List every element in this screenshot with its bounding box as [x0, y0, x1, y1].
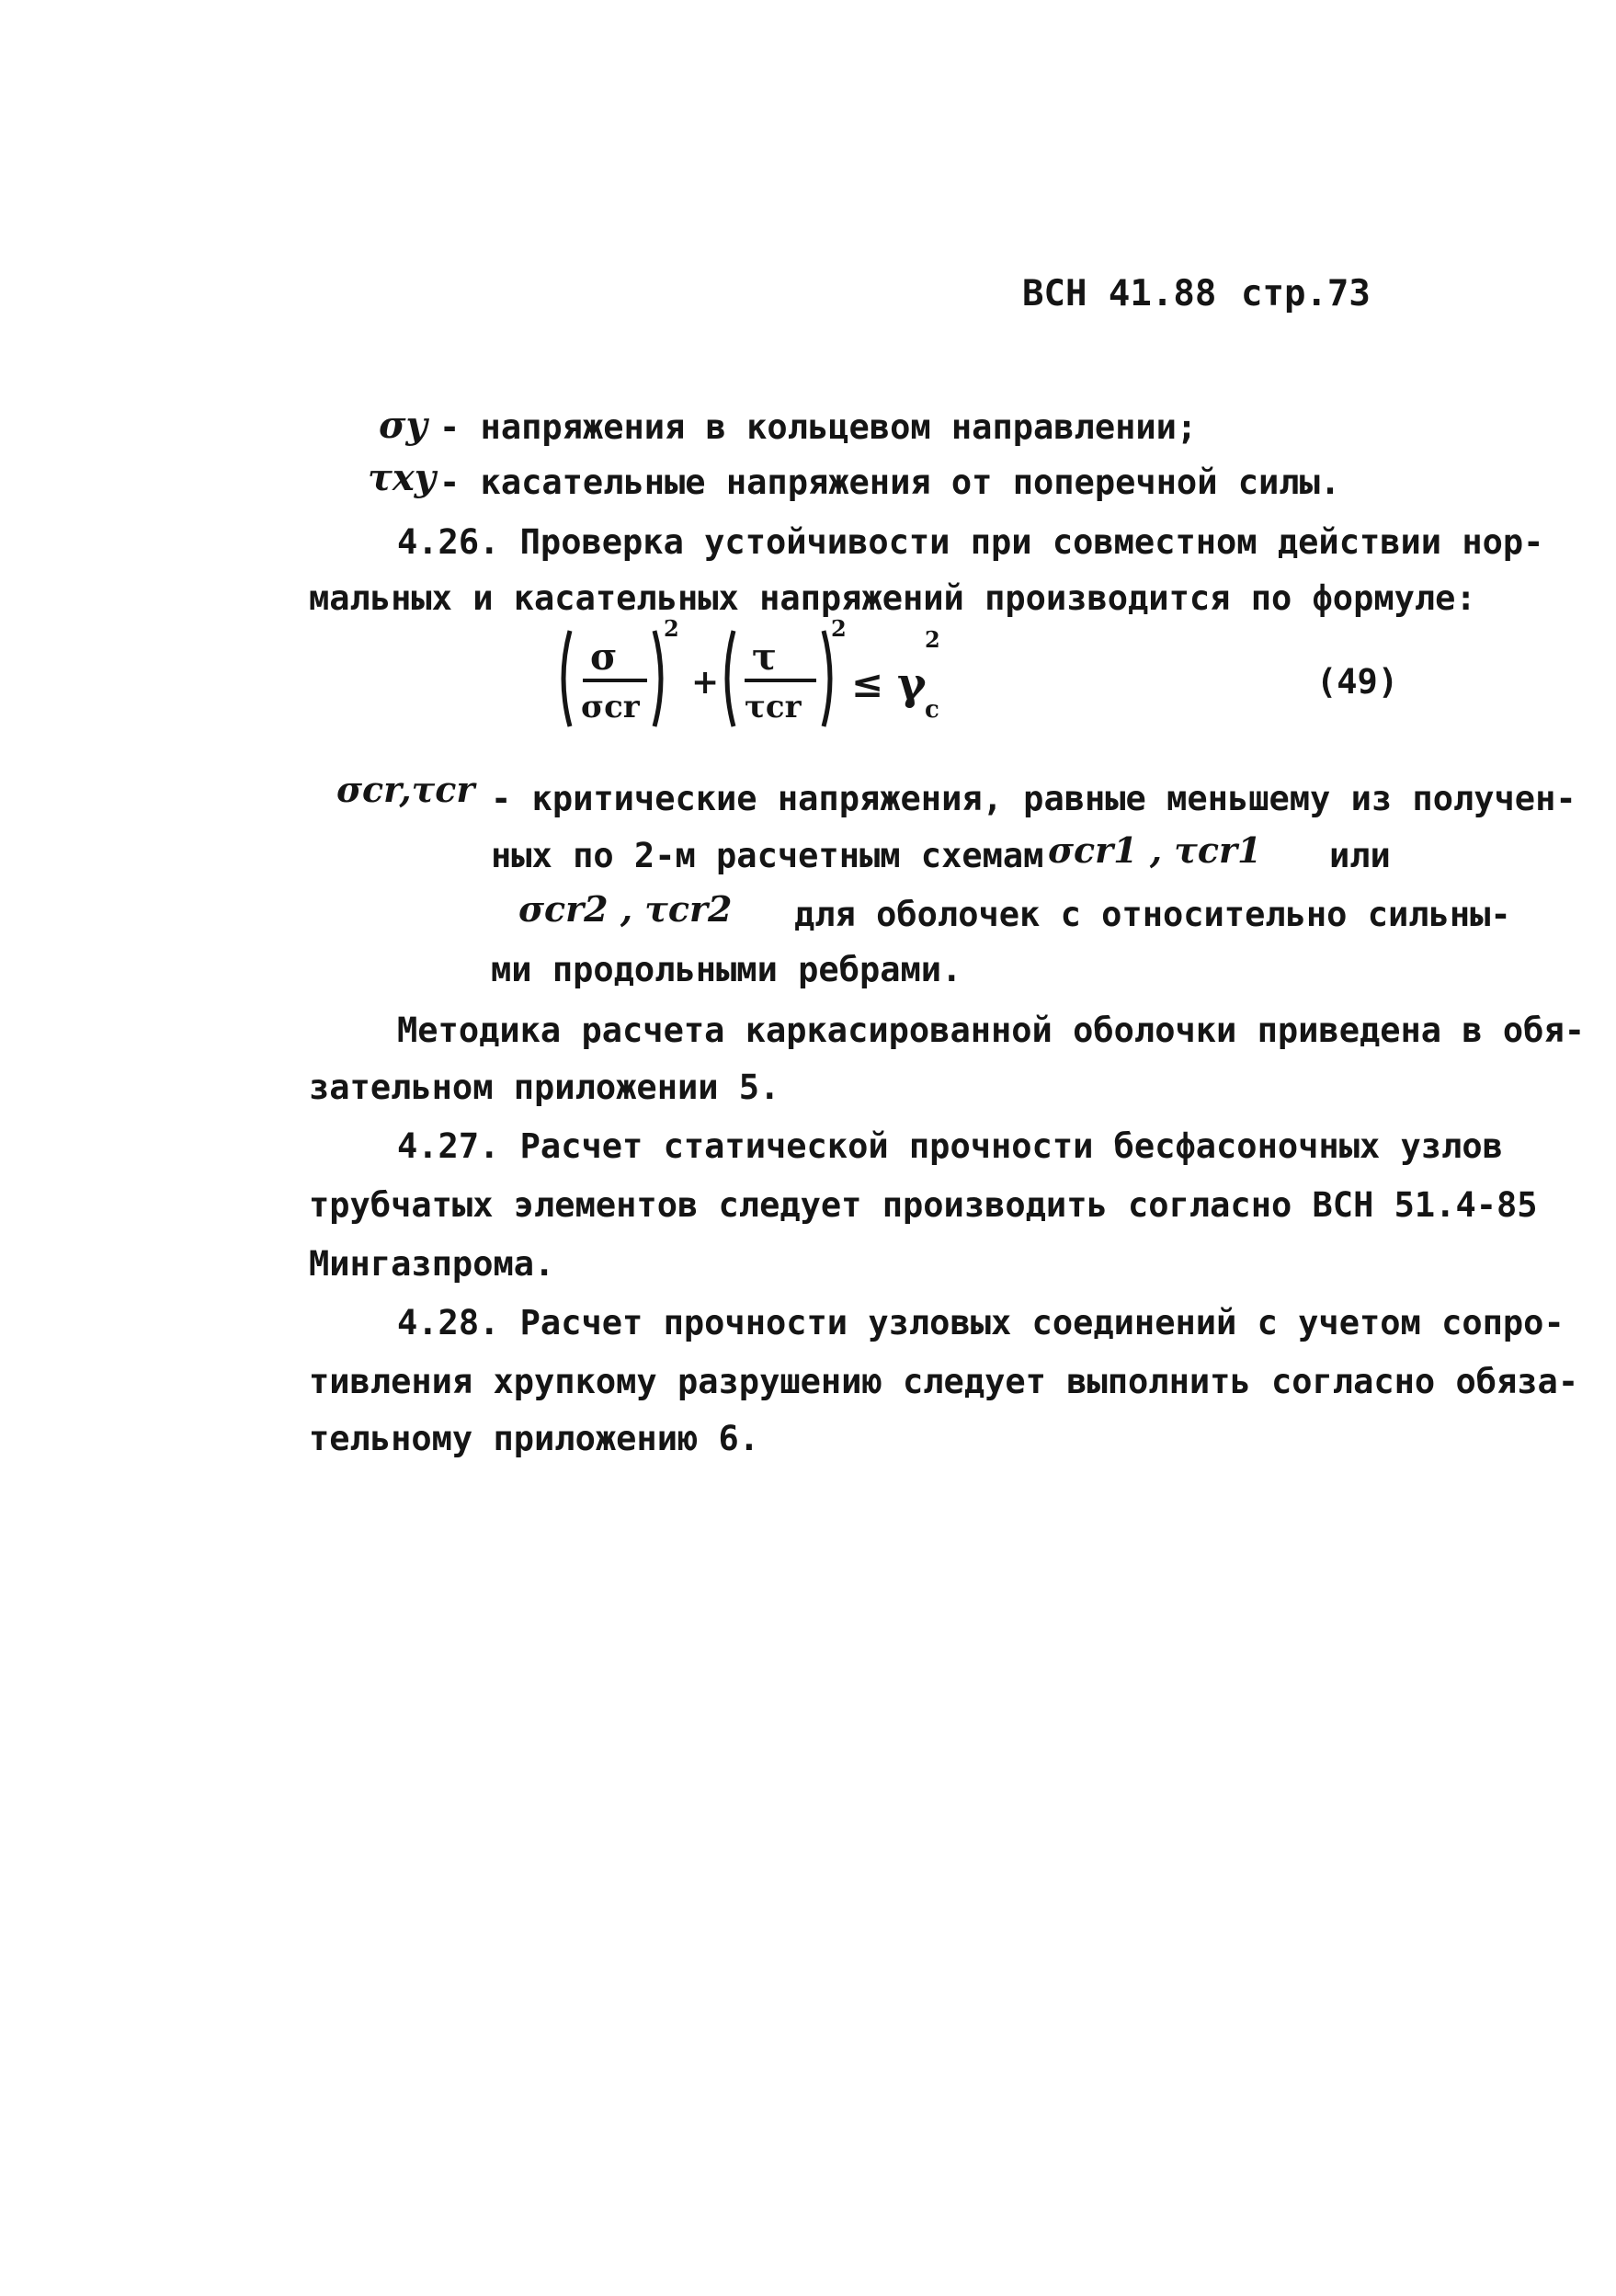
paragraph-4-27-line-1: 4.27. Расчет статической прочности бесфасоночных узлов — [397, 1126, 1503, 1166]
paragraph-4-28-line-2: тивления хрупкому разрушению следует выполнить согласно обяза- — [309, 1362, 1579, 1401]
formula-leq: ≤ — [851, 661, 884, 706]
critical-stress-or: или — [1329, 836, 1391, 875]
formula-graphic — [552, 614, 1030, 743]
critical-stress-line-3: для оболочек с относительно сильны- — [794, 895, 1511, 934]
method-line-1: Методика расчета каркасированной оболочки приведена в обя- — [397, 1011, 1586, 1050]
tau-xy-definition: - касательные напряжения от поперечной силы. — [439, 463, 1341, 502]
critical-stress-scheme-2-symbols: σcr2 , τcr2 — [518, 888, 733, 930]
paragraph-4-28-line-3: тельному приложению 6. — [309, 1419, 760, 1458]
page-number: стр.73 — [1241, 273, 1371, 314]
formula-square-2: 2 — [831, 615, 847, 642]
tau-xy-symbol: τxy — [368, 456, 437, 499]
critical-stress-line-1: - критические напряжения, равные меньшему из получен- — [491, 779, 1576, 818]
formula-sigma-cr: σcr — [581, 689, 640, 725]
paragraph-4-26-line-1: 4.26. Проверка устойчивости при совместном действии нор- — [397, 522, 1544, 562]
left-paren-1 — [563, 631, 570, 726]
stability-formula — [552, 614, 1030, 743]
right-paren-1 — [654, 631, 661, 726]
formula-square-1: 2 — [664, 615, 679, 642]
paragraph-4-28-line-1: 4.28. Расчет прочности узловых соединений с учетом сопро- — [397, 1303, 1565, 1342]
sigma-y-symbol: σy — [379, 404, 427, 447]
sigma-y-definition: - напряжения в кольцевом направлении; — [439, 407, 1198, 447]
formula-square-3: 2 — [925, 626, 940, 653]
formula-sigma: σ — [590, 635, 618, 679]
left-paren-2 — [727, 631, 734, 726]
critical-stress-scheme-1-symbols: σcr1 , τcr1 — [1048, 829, 1262, 871]
right-paren-2 — [824, 631, 830, 726]
formula-tau-cr: τcr — [745, 689, 802, 725]
paragraph-4-26-line-2: мальных и касательных напряжений производится по формуле: — [309, 578, 1476, 618]
critical-stress-line-2: ных по 2-м расчетным схемам — [491, 836, 1044, 875]
formula-number: (49) — [1316, 662, 1399, 702]
formula-plus: + — [691, 663, 720, 702]
critical-stress-line-4: ми продольными ребрами. — [491, 950, 962, 989]
method-line-2: зательном приложении 5. — [309, 1068, 780, 1107]
doc-code: ВСН 41.88 — [1022, 273, 1217, 314]
paragraph-4-27-line-3: Мингазпрома. — [309, 1244, 555, 1284]
formula-gamma: γ — [897, 658, 927, 710]
paragraph-4-27-line-2: трубчатых элементов следует производить согласно ВСН 51.4-85 — [309, 1185, 1538, 1225]
formula-tau: τ — [752, 635, 777, 679]
formula-gamma-sub: c — [925, 696, 939, 724]
critical-stress-symbols: σcr,τcr — [336, 769, 475, 810]
